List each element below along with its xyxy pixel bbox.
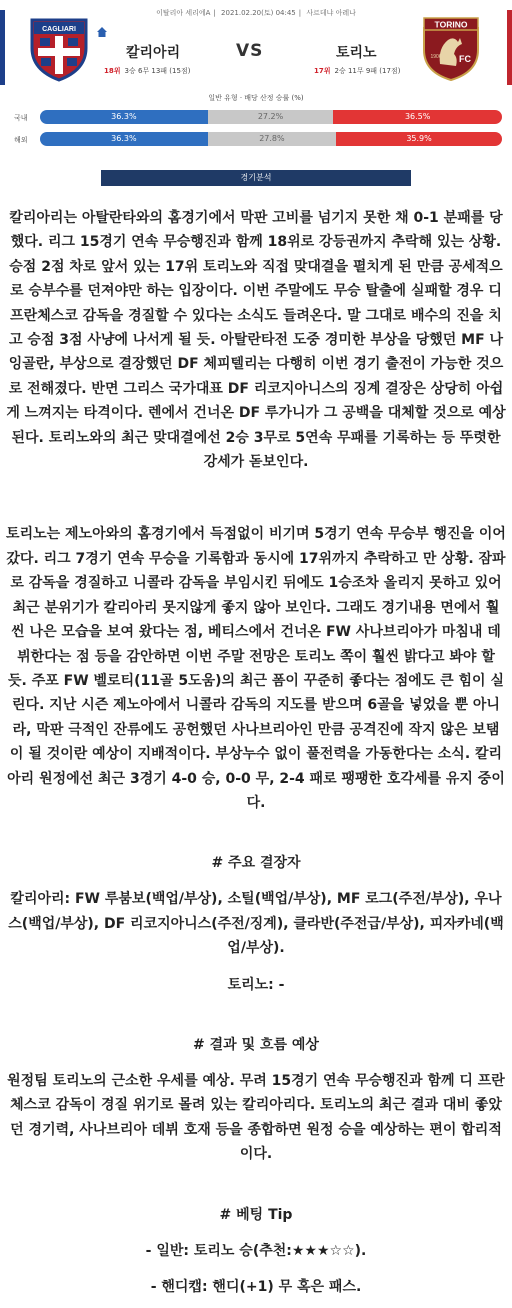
home-icon [96,26,108,38]
stats-bar-overseas [40,132,502,146]
stats-row-label-domestic: 국내 [14,114,28,122]
away-logo-text: TORINO [434,19,468,30]
home-team-rank: 18위 [104,67,121,75]
away-team-logo [420,14,482,82]
home-color-bar [0,10,5,85]
home-record-text: 3승 6무 13패 (15점) [124,67,191,75]
prediction-title: # 결과 및 흐름 예상 [193,1036,319,1053]
article-body [6,206,506,1299]
absentees-title: # 주요 결장자 [211,855,301,872]
home-absentees: 칼리아리: FW 루붐보(백업/부상), 소틸(백업/부상), MF 로그(주전/부상), 우나스(백업/부상), DF 리코지아니스(주전/징계), 클라반(주전급/부상), 피자카네(백업/부상). [8,891,504,957]
away-absentees: 토리노: - [227,976,285,993]
betting-tip-general: - 일반: 토리노 승(추천:★★★☆☆). [145,1242,367,1259]
tab-match-analysis[interactable]: 경기분석 [101,170,411,186]
away-win-segment: 35.9% [336,132,502,146]
venue-name: 사르데냐 아레나 [306,9,356,17]
betting-tip-title: # 베팅 Tip [219,1206,293,1223]
away-logo-year: 1906 [430,54,442,60]
away-record-text: 2승 11무 9패 (17점) [334,67,401,75]
home-team-record [104,66,190,76]
draw-segment: 27.8% [208,132,336,146]
away-color-bar [507,10,512,85]
away-logo-fc: FC [459,54,471,64]
away-team-record [314,66,400,76]
away-team-rank: 17위 [314,67,331,75]
league-name: 이탈리아 세리에A [156,9,211,17]
match-meta: 이탈리아 세리에A | 2021.02.20(토) 04:45 | 사르데냐 아레나 [156,9,356,17]
home-logo-text: CAGLIARI [42,26,76,33]
prediction-text: 원정팀 토리노의 근소한 우세를 예상. 무려 15경기 연속 무승행진과 함께 디 프란체스코 감독이 경질 위기로 몰려 있는 칼리아리다. 토리노의 최근 결과 대비 좋았던 경기력, 사나브리아 데뷔 호재 등을 종합하면 원정 승을 예상하는 편이 합리적이다. [7,1072,505,1163]
stats-title: 일반 유형 · 배당 산정 승률 (%) [208,94,304,102]
away-team-analysis: 토리노는 제노아와의 홈경기에서 득점없이 비기며 5경기 연속 무승부 행진을 이어갔다. 리그 7경기 연속 무승을 기록함과 동시에 17위까지 추락하고 만 상황. 잠파로 감독을 경질하고 니콜라 감독을 부임시킨 뒤에도 1승조차 올리지 못하고 있어 최근 분위기가 칼리아리 못지않게 좋지 않아 보인다. 그래도 경기내용 면에서 훨씬 나은 모습을 보여 왔다는 점, 베티스에서 건너온 FW 사나브리아가 마침내 데뷔한다는 점 등을 감안하면 이번 주말 전망은 토리노 쪽이 훨씬 밝다고 봐야 할 듯. 주포 FW 벨로티(11골 5도움)의 최근 폼이 꾸준히 좋다는 점에도 큰 힘이 실린다. 지난 시즌 제노아에서 니콜라 감독의 지도를 받으며 6골을 넣었을 뿐 아니라, 막판 극적인 잔류에도 공헌했던 사나브리아인 만큼 공격진에 작지 않은 보탬이 될 것이란 예상이 지배적이다. 부상누수 없이 풀전력을 가동한다는 소식. 칼리아리 원정에선 최근 3경기 4-0 승, 0-0 무, 2-4 패로 팽팽한 호각세를 유지 중이다. [6,526,506,811]
stats-bar-domestic [40,110,502,124]
vs-label: VS [236,41,264,61]
betting-tip-handicap: - 핸디캡: 핸디(+1) 무 혹은 패스. [150,1279,362,1295]
home-team-analysis: 칼리아리는 아탈란타와의 홈경기에서 막판 고비를 넘기지 못한 채 0-1 분패를 당했다. 리그 15경기 연속 무승행진과 함께 18위로 강등권까지 추락해 있는 상황. 승점 2점 차로 앞서 있는 17위 토리노와 직접 맞대결을 펼치게 된 만큼 공세적으로 승부수를 던져야만 하는 입장이다. 이번 주말에도 무승 탈출에 실패할 경우 디 프란체스코 감독을 경질할 수 있다는 소식도 들려온다. 말 그대로 배수의 진을 치고 승점 3점 사냥에 나서게 될 듯. 아탈란타전 도중 경미한 부상을 당했던 MF 나잉골란, 부상으로 결장했던 DF 체피텔리는 다행히 이번 경기 출전이 가능한 것으로 전해졌다. 반면 그리스 국가대표 DF 리코지아니스의 징계 결장은 상당히 아쉽게 느껴지는 타격이다. 렌에서 건너온 DF 루가니가 그 공백을 대체할 것으로 예상된다. 토리노와의 최근 맞대결에선 2승 3무로 5연속 무패를 기록하는 등 뚜렷한 강세가 돋보인다. [6,210,506,471]
home-win-segment: 36.3% [40,132,208,146]
stats-row-label-overseas: 해외 [14,136,28,144]
home-win-segment: 36.3% [40,110,208,124]
home-team-logo [28,14,90,82]
match-header [0,0,512,200]
away-team-name: 토리노 [336,45,377,61]
match-datetime: 2021.02.20(토) 04:45 [221,9,296,17]
draw-segment: 27.2% [208,110,334,124]
away-win-segment: 36.5% [333,110,502,124]
home-team-name: 칼리아리 [126,45,181,61]
